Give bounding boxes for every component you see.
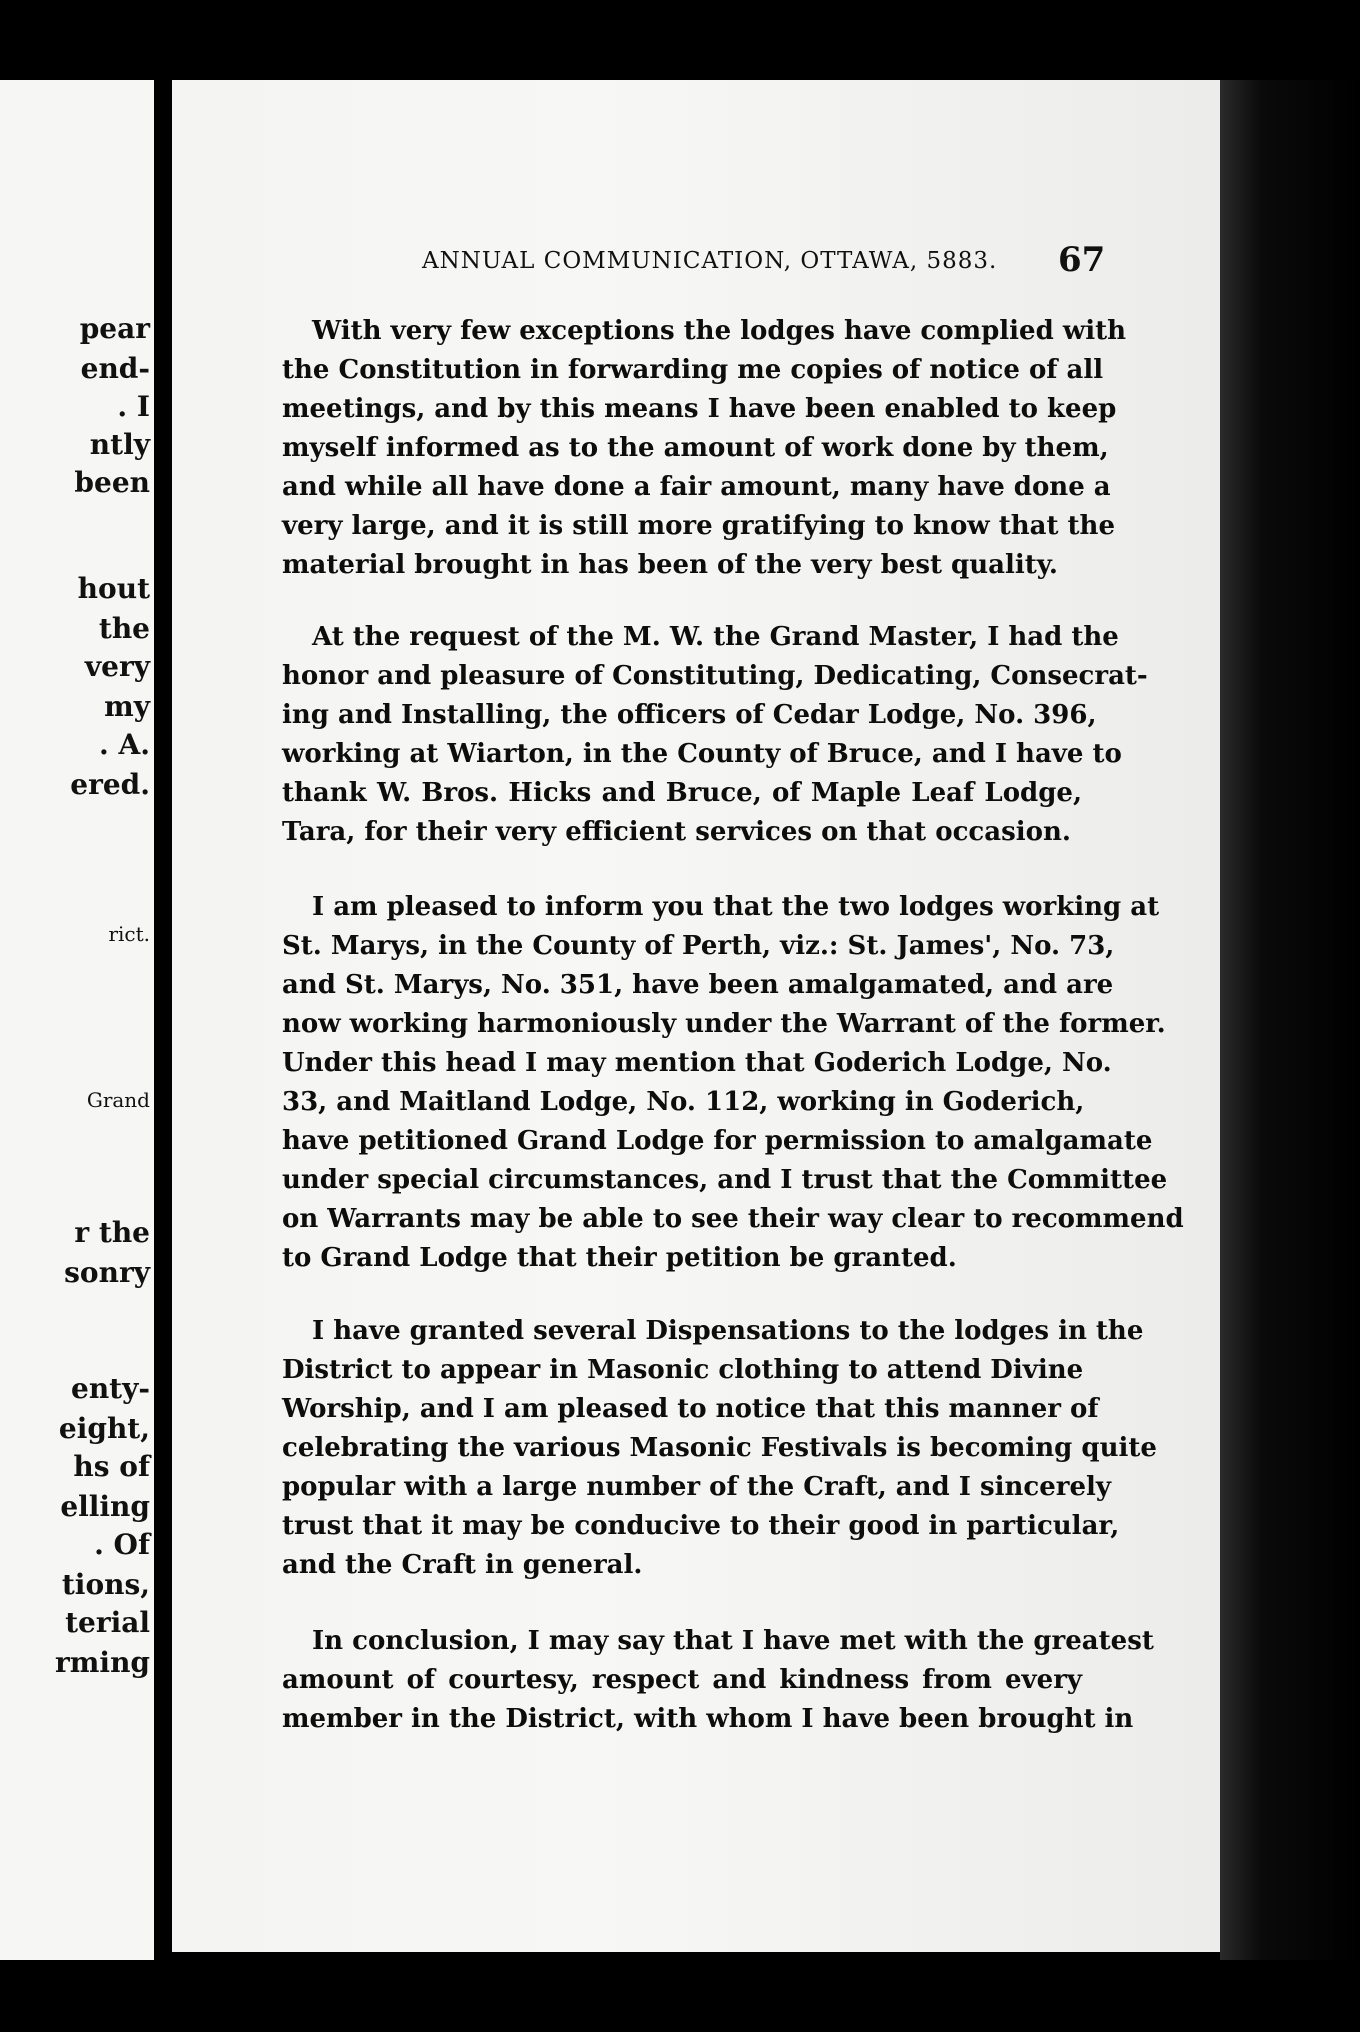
text-line: With very few exceptions the lodges have complied with [312,316,1126,346]
text-line: to Grand Lodge that their petition be granted. [282,1243,957,1273]
left-page-fragment: enty- [71,1372,150,1405]
paragraph-lodge-reports [282,312,1126,585]
paragraph-conclusion [282,1622,1154,1739]
left-page-fragment: rict. [108,922,150,946]
text-line: Under this head I may mention that Goderich Lodge, No. [282,1048,1112,1078]
right-page [172,80,1220,1952]
text-line: the Constitution in forwarding me copies of notice of all [282,355,1104,385]
text-line: now working harmoniously under the Warrant of the former. [282,1009,1166,1039]
text-line: on Warrants may be able to see their way clear to recommend [282,1204,1184,1234]
text-line: I have granted several Dispensations to the lodges in the [312,1316,1144,1346]
text-line: and while all have done a fair amount, many have done a [282,472,1111,502]
text-line: meetings, and by this means I have been enabled to keep [282,394,1117,424]
left-page-fragment: terial [65,1606,150,1639]
text-line: member in the District, with whom I have been brought in [282,1704,1134,1734]
paragraph-dispensations [282,1312,1157,1585]
page-edge-shadow [1220,80,1360,1960]
left-page-fragment: sonry [64,1256,150,1289]
left-page-fragment: hs of [73,1450,150,1483]
left-page-fragment: the [98,612,150,645]
left-page-fragment: Grand [86,1088,150,1112]
paragraph-amalgamation [282,888,1184,1278]
text-line: popular with a large number of the Craft, and I sincerely [282,1472,1112,1502]
text-line: I am pleased to inform you that the two lodges working at [312,892,1160,922]
left-page-edge [0,80,154,1960]
left-page-fragment: end- [80,352,150,385]
left-page-fragment: . I [117,390,150,423]
text-line: ing and Installing, the officers of Cedar Lodge, No. 396, [282,700,1097,730]
text-line: myself informed as to the amount of work done by them, [282,433,1109,463]
text-line: very large, and it is still more gratifying to know that the [282,511,1116,541]
text-line: trust that it may be conducive to their good in particular, [282,1511,1120,1541]
text-line: celebrating the various Masonic Festivals is becoming quite [282,1433,1157,1463]
left-page-fragment: eight, [58,1412,150,1445]
left-page-fragment: ntly [89,428,150,461]
left-page-fragment: ered. [70,768,150,801]
text-line: working at Wiarton, in the County of Bruce, and I have to [282,739,1122,769]
running-head: ANNUAL COMMUNICATION, OTTAWA, 5883. [422,248,998,274]
page-number: 67 [1058,240,1106,280]
text-line: have petitioned Grand Lodge for permission to amalgamate [282,1126,1153,1156]
left-page-fragment: been [74,466,150,499]
left-page-fragment: . Of [94,1528,150,1561]
left-page-fragment: tions, [61,1568,150,1601]
left-page-fragment: . A. [99,728,150,761]
left-page-fragment: elling [60,1490,150,1523]
left-page-fragment: rming [55,1646,150,1679]
left-page-fragment: my [104,690,150,723]
left-page-fragment: r the [74,1216,150,1249]
text-line: 33, and Maitland Lodge, No. 112, working in Goderich, [282,1087,1085,1117]
text-line: amount of courtesy, respect and kindness from every [282,1665,1082,1695]
text-line: thank W. Bros. Hicks and Bruce, of Maple Leaf Lodge, [282,778,1082,808]
left-page-fragment: very [84,650,150,683]
text-line: under special circumstances, and I trust that the Committee [282,1165,1168,1195]
book-gutter [154,80,172,1960]
text-line: Worship, and I am pleased to notice that this manner of [282,1394,1099,1424]
paragraph-cedar-lodge [282,618,1148,852]
text-line: and the Craft in general. [282,1550,643,1580]
text-line: Tara, for their very efficient services on that occasion. [282,817,1071,847]
left-page-fragment: hout [77,572,150,605]
text-line: St. Marys, in the County of Perth, viz.: St. James', No. 73, [282,931,1115,961]
text-line: In conclusion, I may say that I have met with the greatest [312,1626,1154,1656]
text-line: material brought in has been of the very best quality. [282,550,1058,580]
text-line: At the request of the M. W. the Grand Master, I had the [312,622,1119,652]
text-line: District to appear in Masonic clothing to attend Divine [282,1355,1084,1385]
left-page-fragment: pear [79,312,150,345]
text-line: and St. Marys, No. 351, have been amalgamated, and are [282,970,1114,1000]
text-line: honor and pleasure of Constituting, Dedicating, Consecrat- [282,661,1148,691]
